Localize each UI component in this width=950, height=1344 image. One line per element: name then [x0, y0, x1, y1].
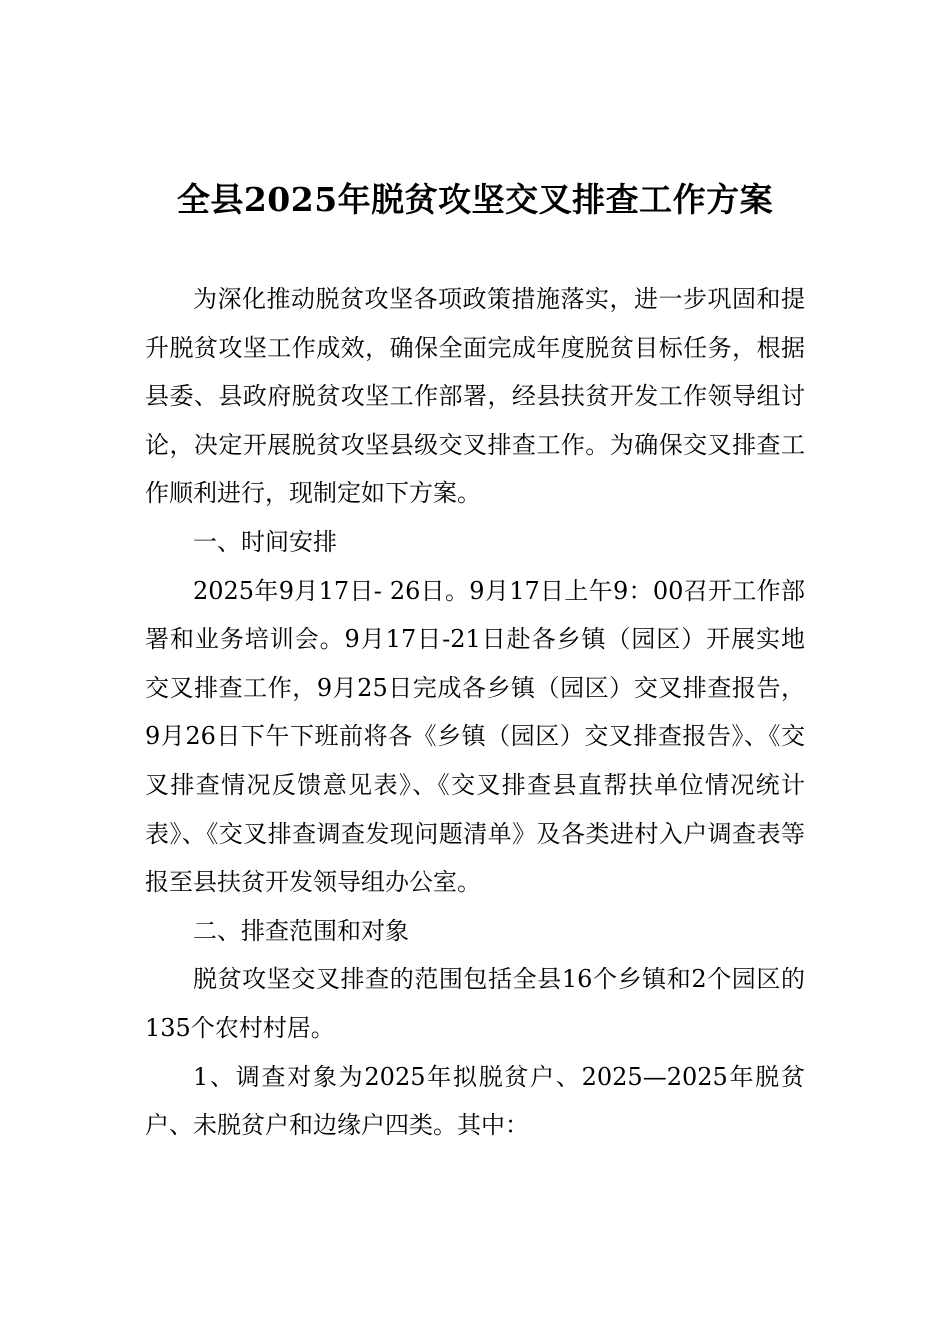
section-heading-scope: 二、排查范围和对象: [193, 916, 409, 945]
scope-paragraph: 脱贫攻坚交叉排查的范围包括全县16个乡镇和2个园区的135个农村村居。: [145, 965, 805, 1042]
schedule-paragraph: 2025年9月17日- 26日。9月17日上午9：00召开工作部署和业务培训会。9月17日-21日赴各乡镇（园区）开展实地交叉排查工作，9月25日完成各乡镇（园区）交叉排查报告，9月26日下午下班前将各《乡镇（园区）交叉排查报告》、《交叉排查情况反馈意见表》、《交叉排查县直帮扶单位情况统计表》、《交叉排查调查发现问题清单》及各类进村入户调查表等报至县扶贫开发领导组办公室。: [145, 576, 805, 897]
section-heading-schedule: 一、时间安排: [193, 527, 337, 556]
survey-target-paragraph: 1、调查对象为2025年拟脱贫户、2025—2025年脱贫户、未脱贫户和边缘户四类。其中：: [145, 1062, 805, 1140]
intro-paragraph: 为深化推动脱贫攻坚各项政策措施落实，进一步巩固和提升脱贫攻坚工作成效，确保全面完成年度脱贫目标任务，根据县委、县政府脱贫攻坚工作部署，经县扶贫开发工作领导组讨论，决定开展脱贫攻坚县级交叉排查工作。为确保交叉排查工作顺利进行，现制定如下方案。: [145, 285, 805, 508]
document-title: 全县2025年脱贫攻坚交叉排查工作方案: [176, 180, 774, 219]
document-body: [145, 275, 805, 1150]
